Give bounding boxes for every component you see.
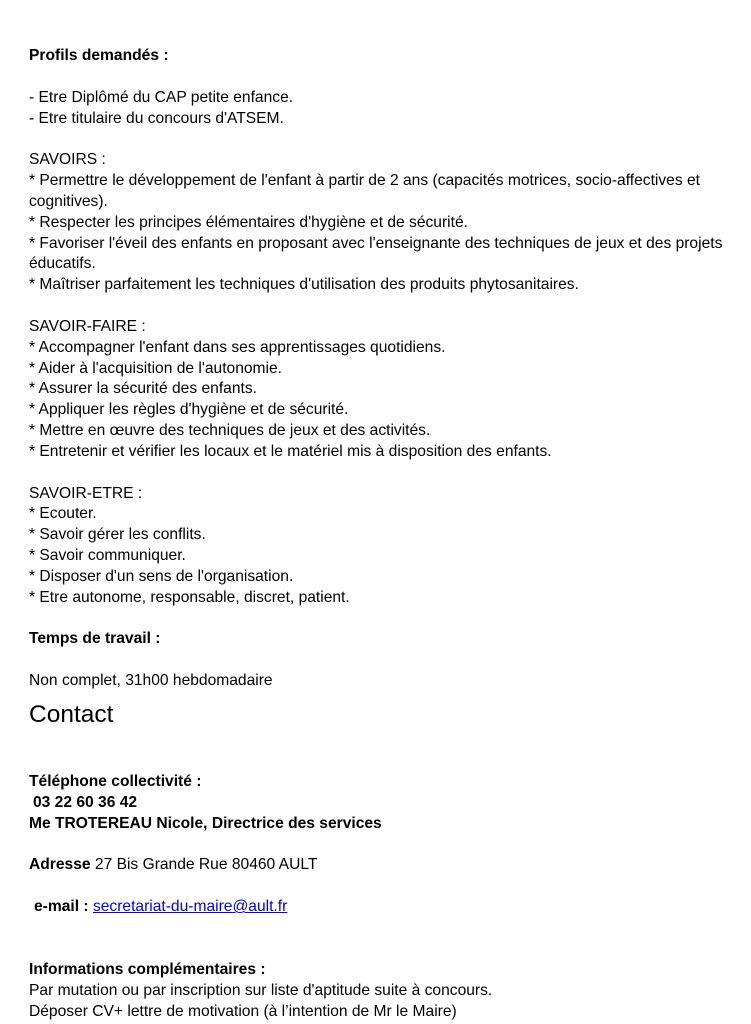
phone-label: Téléphone collectivité :	[29, 772, 202, 790]
infos-heading: Informations complémentaires :	[29, 960, 266, 978]
address-value: 27 Bis Grande Rue 80460 AULT	[94, 856, 318, 874]
list-item: * Assurer la sécurité des enfants.	[29, 380, 257, 398]
address-line	[29, 855, 729, 876]
list-item: * Savoir communiquer.	[29, 546, 186, 564]
savoir-etre-heading: SAVOIR-ETRE :	[29, 484, 143, 502]
list-item: - Etre titulaire du concours d'ATSEM.	[29, 109, 284, 127]
savoirs-section	[29, 150, 729, 296]
address-label: Adresse	[29, 856, 91, 874]
email-label: e-mail :	[34, 898, 89, 916]
list-item: * Respecter les principes élémentaires d'hygiène et de sécurité.	[29, 213, 468, 231]
temps-heading: Temps de travail :	[29, 630, 161, 648]
list-item: * Disposer d'un sens de l'organisation.	[29, 567, 294, 585]
infos-line: Déposer CV+ lettre de motivation (à l’intention de Mr le Maire)	[29, 1002, 457, 1020]
contact-person: Me TROTEREAU Nicole, Directrice des services	[29, 814, 382, 832]
list-item: * Ecouter.	[29, 505, 97, 523]
savoir-etre-section	[29, 484, 729, 609]
list-item: * Accompagner l'enfant dans ses apprentissages quotidiens.	[29, 338, 446, 356]
list-item: * Appliquer les règles d'hygiène et de sécurité.	[29, 401, 349, 419]
savoir-faire-heading: SAVOIR-FAIRE :	[29, 317, 146, 335]
email-link[interactable]: secretariat-du-maire@ault.fr	[92, 898, 288, 916]
list-item: * Permettre le développement de l'enfant à partir de 2 ans (capacités motrices, socio-affectives et cognitives).	[29, 172, 700, 210]
email-line	[29, 897, 729, 918]
savoirs-heading: SAVOIRS :	[29, 151, 106, 169]
list-item: * Maîtriser parfaitement les techniques d'utilisation des produits phytosanitaires.	[29, 276, 579, 294]
savoir-faire-section	[29, 317, 729, 463]
list-item: * Aider à l'acquisition de l'autonomie.	[29, 359, 283, 377]
list-item: * Mettre en œuvre des techniques de jeux et des activités.	[29, 421, 431, 439]
list-item: * Entretenir et vérifier les locaux et le matériel mis à disposition des enfants.	[29, 442, 552, 460]
infos-line: Par mutation ou par inscription sur liste d'aptitude suite à concours.	[29, 981, 493, 999]
contact-title: Contact	[29, 700, 114, 728]
list-item: * Savoir gérer les conflits.	[29, 526, 206, 544]
list-item: - Etre Diplômé du CAP petite enfance.	[29, 88, 294, 106]
infos-section	[29, 960, 729, 1022]
list-item: * Favoriser l'éveil des enfants en proposant avec l'enseignante des techniques de jeux et des projets éducatifs.	[29, 234, 723, 273]
list-item: * Etre autonome, responsable, discret, patient.	[29, 588, 350, 606]
profils-heading: Profils demandés :	[29, 47, 169, 64]
phone-value: 03 22 60 36 42	[33, 793, 138, 811]
contact-block	[29, 772, 729, 834]
temps-value: Non complet, 31h00 hebdomadaire	[29, 672, 273, 690]
job-offer-document	[29, 46, 729, 1022]
profils-list	[29, 88, 729, 130]
